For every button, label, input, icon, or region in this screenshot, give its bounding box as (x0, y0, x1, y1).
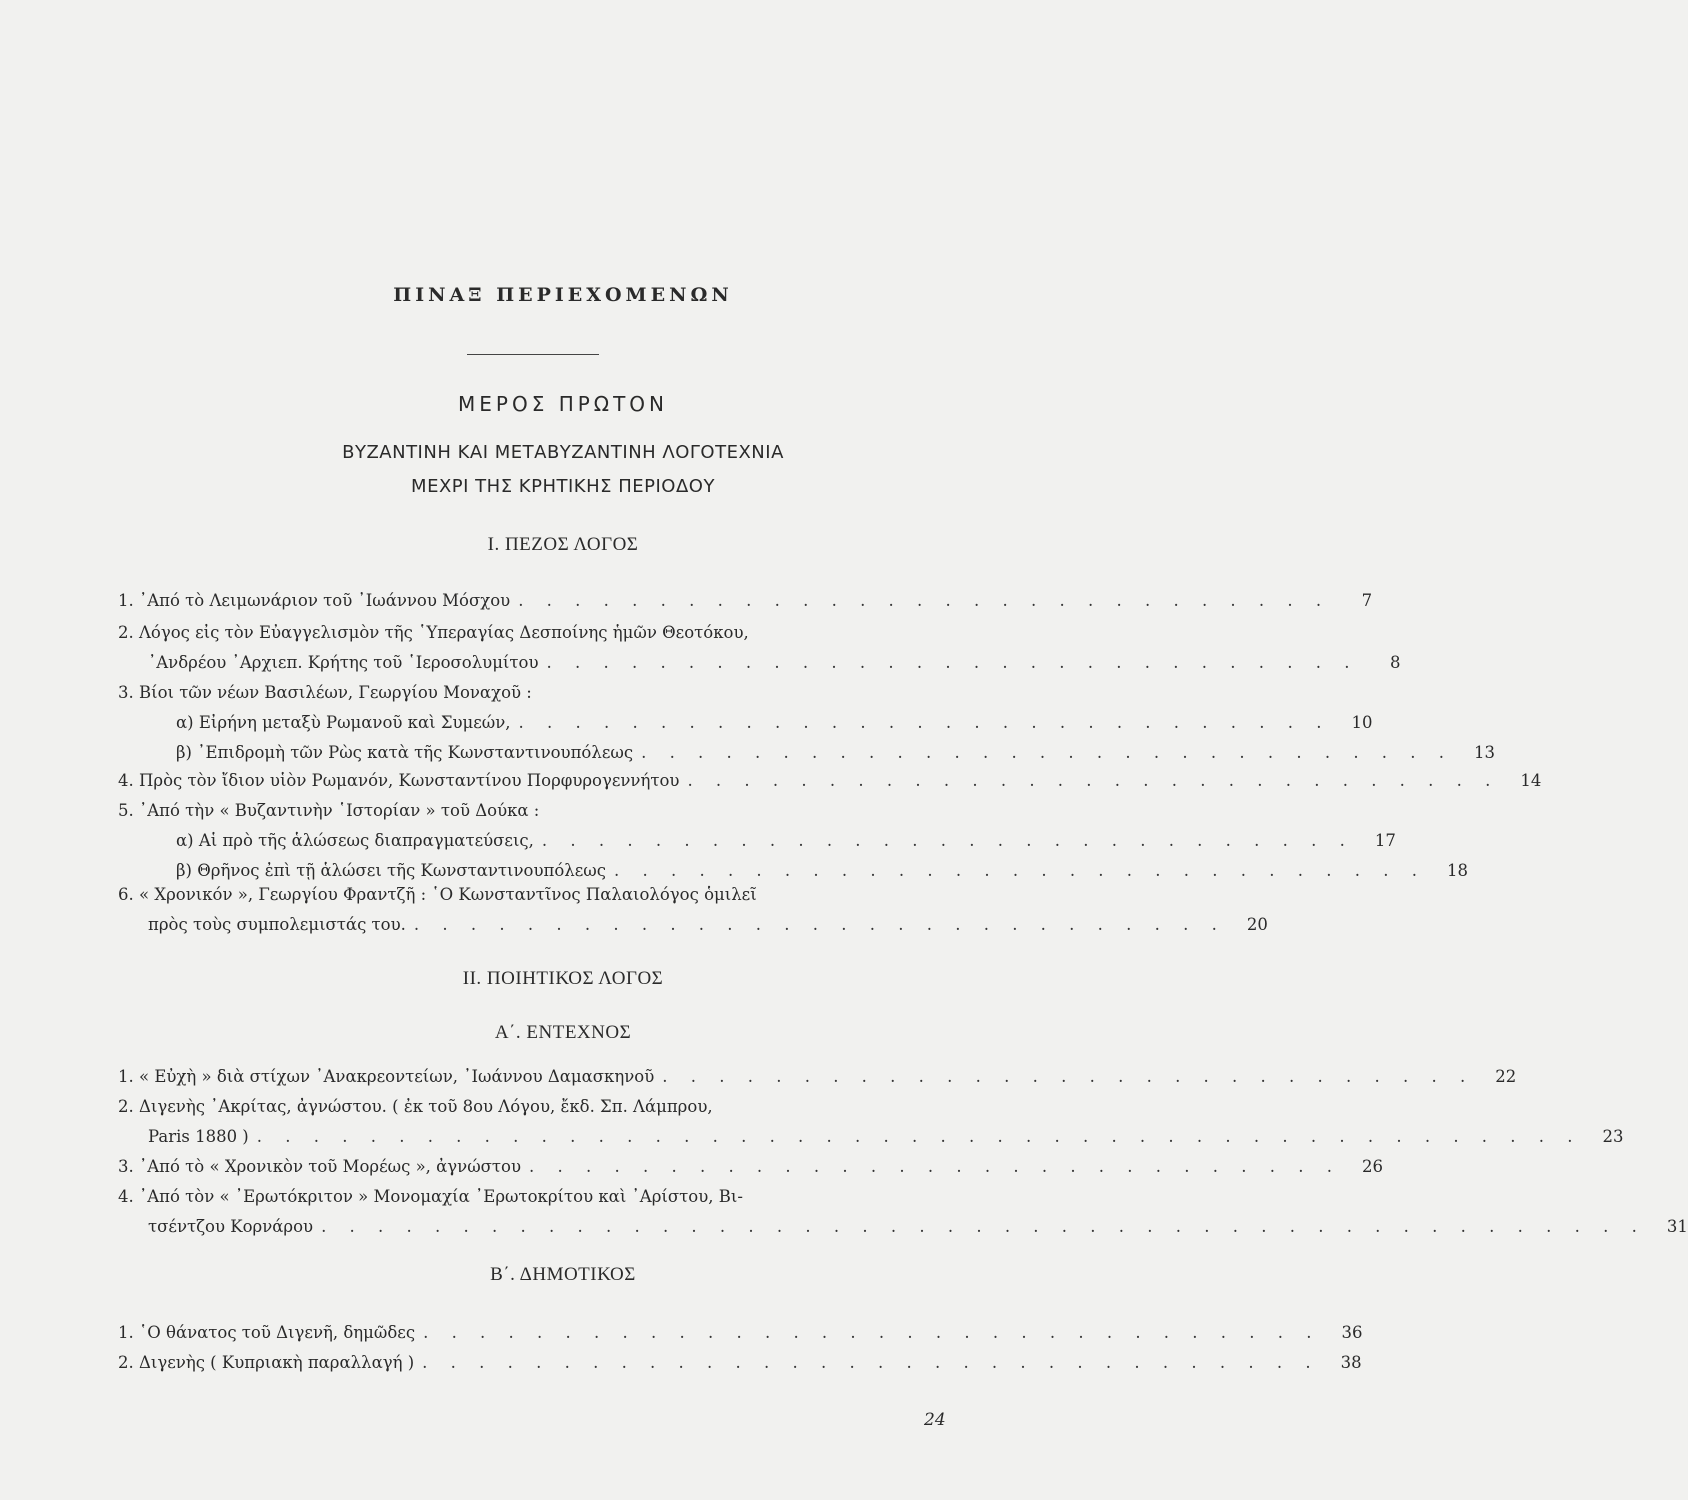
toc-entry (118, 766, 1542, 796)
entry-text-continued: Paris 1880 ) (148, 1127, 249, 1146)
entry-text-continued: πρὸς τοὺς συμπολεμιστάς του. (148, 915, 406, 934)
toc-entry (118, 1318, 1363, 1348)
subtitle-line-2: ΜΕΧΡΙ ΤΗΣ ΚΡΗΤΙΚΗΣ ΠΕΡΙΟΔΟΥ (411, 476, 715, 497)
page-ref: 23 (1602, 1127, 1624, 1146)
entry-text: 1. « Εὐχὴ » διὰ στίχων ᾿Ανακρεοντείων, ᾿Ιωάννου Δαμασκηνοῦ (118, 1067, 655, 1086)
toc-entry (118, 1152, 1383, 1182)
page-number: 24 (924, 1410, 946, 1430)
page-ref: 7 (1361, 591, 1373, 610)
entry-text: 6. « Χρονικόν », Γεωργίου Φραντζῆ : ῾Ο Κωνσταντῖνος Παλαιολόγος ὁμιλεῖ (118, 885, 757, 904)
entry-text: 4. Πρὸς τὸν ἴδιον υἱὸν Ρωμανόν, Κωνσταντίνου Πορφυρογεννήτου (118, 771, 680, 790)
entry-text: 3. Βίοι τῶν νέων Βασιλέων, Γεωργίου Μοναχοῦ : (118, 683, 532, 702)
subentry-text: β) ᾿Επιδρομὴ τῶν Ρὼς κατὰ τῆς Κωνσταντινουπόλεως (176, 743, 634, 762)
leader-dots: . . . . . . . . . . . . . . . . . . . . . . . . . . . . . (613, 861, 1426, 880)
subsection-folk-heading: Β΄. ΔΗΜΟΤΙΚΟΣ (490, 1264, 636, 1285)
page-ref: 31 (1666, 1217, 1688, 1236)
toc-entry (118, 618, 1401, 678)
page-ref: 26 (1361, 1157, 1383, 1176)
leader-dots: . . . . . . . . . . . . . . . . . . . . . . . . . . . . . (518, 713, 1331, 732)
toc-entry (118, 796, 1468, 886)
entry-text: 5. ᾿Από τὴν « Βυζαντινὴν ῾Ιστορίαν » τοῦ Δούκα : (118, 801, 540, 820)
page-ref: 10 (1351, 713, 1373, 732)
page-ref: 17 (1374, 831, 1396, 850)
toc-entry (118, 880, 1268, 940)
leader-dots: . . . . . . . . . . . . . . . . . . . . . . . . . . . . . (641, 743, 1454, 762)
leader-dots: . . . . . . . . . . . . . . . . . . . . . . . . . . . . . (413, 915, 1226, 934)
title-divider (467, 354, 599, 355)
toc-entry (118, 1182, 1688, 1242)
leader-dots: . . . . . . . . . . . . . . . . . . . . . . . . . . . . . . . . . . . . . . . . . . . . . . . (256, 1127, 1582, 1146)
toc-entry (118, 1062, 1517, 1092)
leader-dots: . . . . . . . . . . . . . . . . . . . . . . . . . . . . . (546, 653, 1359, 672)
toc-entry (118, 1348, 1362, 1378)
page-ref: 22 (1495, 1067, 1517, 1086)
page-ref: 38 (1340, 1353, 1362, 1372)
leader-dots: . . . . . . . . . . . . . . . . . . . . . . . . . . . . . . . . (423, 1323, 1321, 1342)
page-ref: 14 (1520, 771, 1542, 790)
toc-entry (118, 678, 1496, 768)
entry-text: 2. Λόγος εἰς τὸν Εὐαγγελισμὸν τῆς ῾Υπεραγίας Δεσποίνης ἡμῶν Θεοτόκου, (118, 623, 749, 642)
leader-dots: . . . . . . . . . . . . . . . . . . . . . . . . . . . . . (529, 1157, 1341, 1176)
toc-entry (118, 586, 1373, 616)
entry-text: 3. ᾿Από τὸ « Χρονικὸν τοῦ Μορέως », ἀγνώστου (118, 1157, 522, 1176)
subtitle-line-1: ΒΥΖΑΝΤΙΝΗ ΚΑΙ ΜΕΤΑΒΥΖΑΝΤΙΝΗ ΛΟΓΟΤΕΧΝΙΑ (342, 442, 784, 463)
page-ref: 18 (1446, 861, 1468, 880)
section-prose-heading: Ι. ΠΕΖΟΣ ΛΟΓΟΣ (487, 534, 639, 555)
entry-text-continued: ᾿Ανδρέου ᾿Αρχιεπ. Κρήτης τοῦ ῾Ιεροσολυμίτου (148, 653, 539, 672)
entry-text: 2. Διγενὴς ( Κυπριακὴ παραλλαγή ) (118, 1353, 415, 1372)
leader-dots: . . . . . . . . . . . . . . . . . . . . . . . . . . . . . (541, 831, 1354, 850)
page-ref: 36 (1341, 1323, 1363, 1342)
leader-dots: . . . . . . . . . . . . . . . . . . . . . . . . . . . . . (518, 591, 1331, 610)
page-ref: 13 (1474, 743, 1496, 762)
leader-dots: . . . . . . . . . . . . . . . . . . . . . . . . . . . . . . . . . . . . . . . . . . . . . . . (321, 1217, 1646, 1236)
leader-dots: . . . . . . . . . . . . . . . . . . . . . . . . . . . . . (687, 771, 1500, 790)
subentry-text: α) Αἱ πρὸ τῆς ἁλώσεως διαπραγματεύσεις, (176, 831, 534, 850)
page-title: ΠΙΝΑΞ ΠΕΡΙΕΧΟΜΕΝΩΝ (393, 284, 733, 306)
subentry-text: α) Εἰρήνη μεταξὺ Ρωμανοῦ καὶ Συμεών, (176, 713, 511, 732)
leader-dots: . . . . . . . . . . . . . . . . . . . . . . . . . . . . . (662, 1067, 1475, 1086)
toc-entry (118, 1092, 1624, 1152)
leader-dots: . . . . . . . . . . . . . . . . . . . . . . . . . . . . . . . . (422, 1353, 1320, 1372)
entry-text: 1. ῾Ο θάνατος τοῦ Διγενῆ, δημῶδες (118, 1323, 416, 1342)
entry-text-continued: τσέντζου Κορνάρου (148, 1217, 314, 1236)
subentry-text: β) Θρῆνος ἐπὶ τῇ ἁλώσει τῆς Κωνσταντινουπόλεως (176, 861, 606, 880)
page-ref: 20 (1246, 915, 1268, 934)
part-heading: ΜΕΡΟΣ ΠΡΩΤΟΝ (458, 392, 668, 416)
entry-text: 2. Διγενὴς ᾿Ακρίτας, ἀγνώστου. ( ἐκ τοῦ 8ου Λόγου, ἔκδ. Σπ. Λάμπρου, (118, 1097, 713, 1116)
entry-text: 1. ᾿Από τὸ Λειμωνάριον τοῦ ᾿Ιωάννου Μόσχου (118, 591, 511, 610)
section-poetry-heading: ΙΙ. ΠΟΙΗΤΙΚΟΣ ΛΟΓΟΣ (462, 968, 664, 989)
subsection-artistic-heading: Α΄. ΕΝΤΕΧΝΟΣ (494, 1022, 632, 1043)
page-ref: 8 (1389, 653, 1401, 672)
entry-text: 4. ᾿Από τὸν « ᾿Ερωτόκριτον » Μονομαχία ᾿Ερωτοκρίτου καὶ ᾿Αρίστου, Βι- (118, 1187, 743, 1206)
